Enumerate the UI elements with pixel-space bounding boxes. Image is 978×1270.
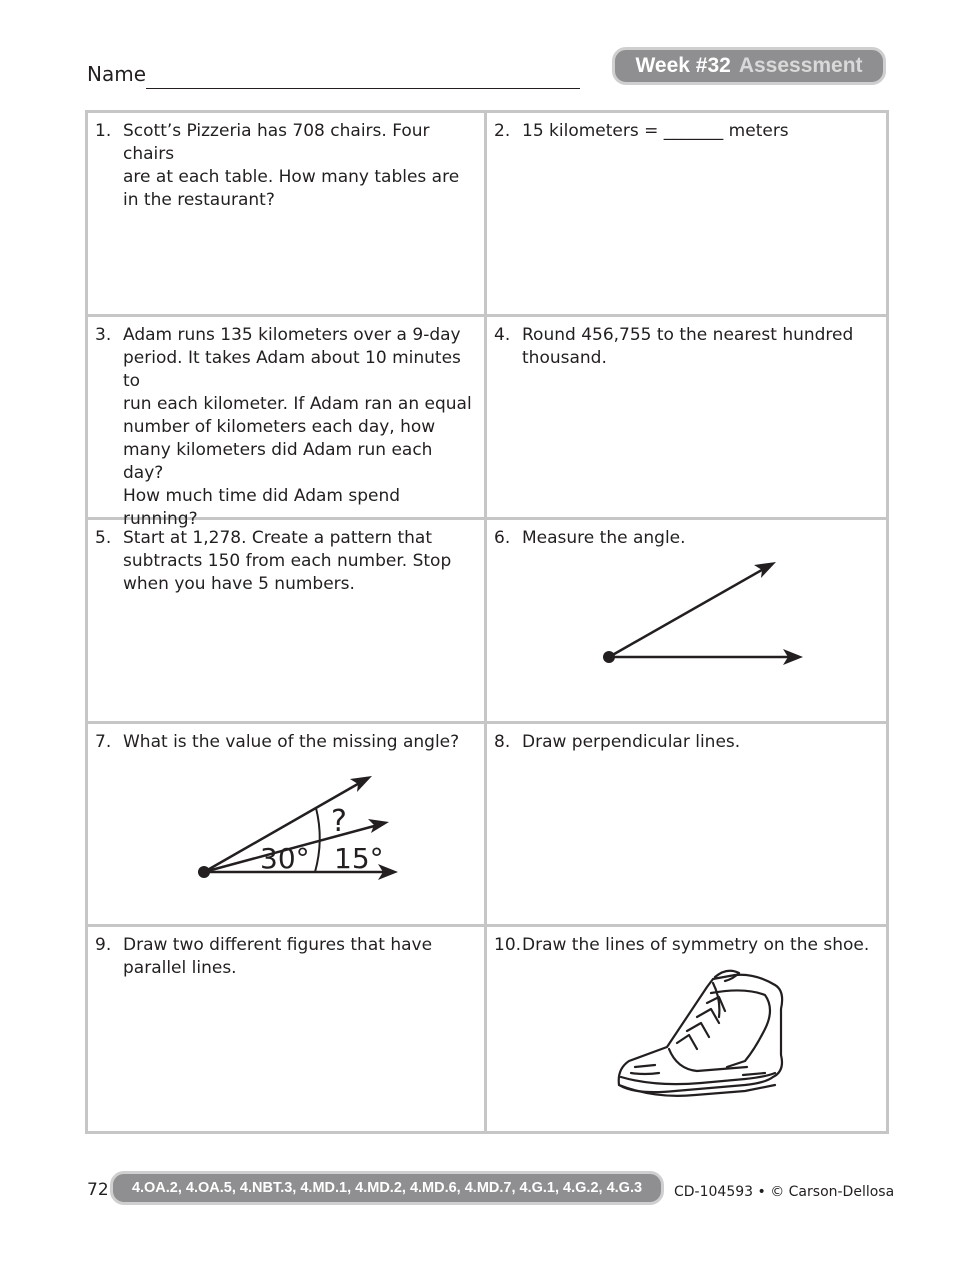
problem-2[interactable]	[487, 113, 886, 317]
problem-number: 7.	[95, 731, 112, 752]
name-blank-line[interactable]	[146, 88, 580, 89]
angle-ray-upper	[609, 567, 767, 657]
problem-5[interactable]	[88, 520, 487, 724]
angle-diagram	[597, 560, 817, 670]
problem-text: Draw perpendicular lines.	[522, 731, 741, 752]
problem-grid	[85, 110, 889, 1134]
problem-number: 8.	[494, 731, 511, 752]
problem-text: Adam runs 135 kilometers over a 9-day period. It takes Adam about 10 minutes to run each kilometer. If Adam ran an equal number of kilometers each day, how many kilometers did Adam run each day? How much time did Adam spend running?	[123, 324, 472, 529]
page-number: 72	[87, 1180, 109, 1200]
arrowhead-icon	[754, 562, 776, 578]
problem-8[interactable]	[487, 724, 886, 928]
problem-9[interactable]	[88, 927, 487, 1131]
week-badge	[612, 47, 886, 85]
assessment-label: Assessment	[738, 54, 863, 77]
standards-badge: 4.OA.2, 4.OA.5, 4.NBT.3, 4.MD.1, 4.MD.2, 4.MD.6, 4.MD.7, 4.G.1, 4.G.2, 4.G.3	[110, 1171, 664, 1205]
problem-number: 6.	[494, 528, 511, 549]
shoe-icon	[615, 969, 790, 1109]
problem-4[interactable]	[487, 317, 886, 521]
angle-label-30: 30°	[260, 841, 310, 875]
problem-number: 2.	[494, 121, 511, 141]
problem-text: Scott’s Pizzeria has 708 chairs. Four chairs are at each table. How many tables are in the restaurant?	[123, 121, 460, 210]
problem-3[interactable]	[88, 317, 487, 529]
copyright-text: CD-104593 • © Carson-Dellosa	[674, 1184, 895, 1200]
problem-text: Round 456,755 to the nearest hundred thousand.	[522, 324, 854, 368]
problem-text: What is the value of the missing angle?	[123, 731, 460, 752]
problem-number: 3.	[95, 324, 112, 345]
problem-6[interactable]	[487, 520, 886, 724]
problem-number: 1.	[95, 121, 112, 141]
missing-angle-label: ?	[331, 803, 347, 839]
week-number: Week #32	[635, 54, 731, 77]
problem-number: 4.	[494, 324, 511, 345]
problem-text: Start at 1,278. Create a pattern that subtracts 150 from each number. Stop when you have 5 numbers.	[123, 528, 452, 595]
problem-number: 5.	[95, 528, 112, 549]
name-label: Name	[87, 62, 147, 86]
problem-text: 15 kilometers = _______ meters	[522, 121, 789, 141]
problem-text: Draw two different figures that have parallel lines.	[123, 935, 433, 979]
problem-text: Draw the lines of symmetry on the shoe.	[522, 935, 870, 956]
missing-angle-diagram	[188, 769, 408, 894]
problem-text: Measure the angle.	[522, 528, 686, 549]
arrowhead-icon	[350, 776, 372, 792]
problem-7[interactable]	[88, 724, 487, 928]
problem-number: 9.	[95, 935, 112, 956]
angle-arc	[315, 808, 320, 872]
angle-label-15: 15°	[334, 841, 384, 875]
problem-1[interactable]	[88, 113, 487, 317]
problem-10[interactable]	[487, 927, 886, 1131]
problem-number: 10.	[494, 935, 522, 956]
